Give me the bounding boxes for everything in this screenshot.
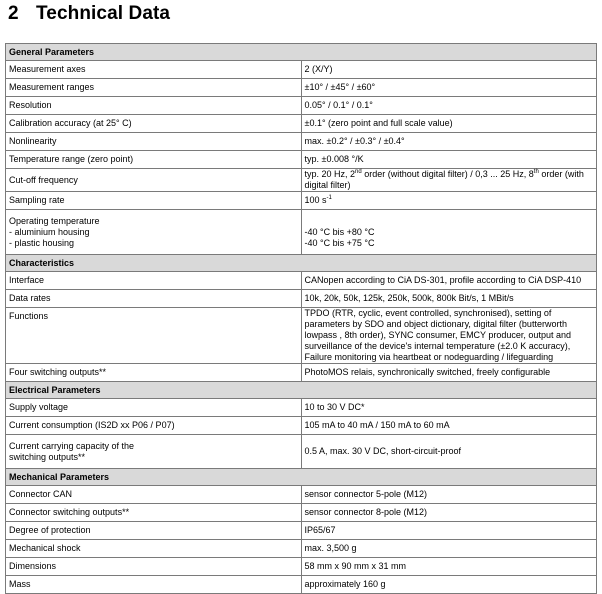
row-label: Measurement axes (6, 61, 302, 79)
group-header-row (6, 469, 597, 486)
value-text: order (without digital filter) / 0,3 ... 25 Hz, 8 (361, 169, 534, 179)
group-title: Mechanical Parameters (6, 469, 597, 486)
row-label: Current carrying capacity of the switching outputs** (6, 435, 302, 469)
table-row (6, 540, 597, 558)
group-title: Characteristics (6, 255, 597, 272)
superscript: nd (355, 169, 362, 175)
row-value: 0.5 A, max. 30 V DC, short-circuit-proof (301, 435, 597, 469)
row-value: max. ±0.2° / ±0.3° / ±0.4° (301, 133, 597, 151)
row-label: Dimensions (6, 558, 302, 576)
table-row (6, 486, 597, 504)
table-row (6, 399, 597, 417)
table-row (6, 558, 597, 576)
table-row (6, 522, 597, 540)
table-row (6, 290, 597, 308)
table-row (6, 79, 597, 97)
table-row (6, 364, 597, 382)
row-label: Functions (6, 308, 302, 364)
row-value: CANopen according to CiA DS-301, profile according to CiA DSP-410 (301, 272, 597, 290)
row-label: Calibration accuracy (at 25° C) (6, 115, 302, 133)
row-label: Interface (6, 272, 302, 290)
group-header-row (6, 255, 597, 272)
row-value (301, 169, 597, 192)
table-row (6, 504, 597, 522)
row-label: Cut-off frequency (6, 169, 302, 192)
table-row (6, 308, 597, 364)
row-label: Supply voltage (6, 399, 302, 417)
row-value: sensor connector 5-pole (M12) (301, 486, 597, 504)
row-value: ±0.1° (zero point and full scale value) (301, 115, 597, 133)
row-label: Data rates (6, 290, 302, 308)
row-value: PhotoMOS relais, synchronically switched, freely configurable (301, 364, 597, 382)
table-row (6, 97, 597, 115)
table-row (6, 61, 597, 79)
table-row (6, 576, 597, 594)
group-title: General Parameters (6, 44, 597, 61)
row-value: IP65/67 (301, 522, 597, 540)
row-value: approximately 160 g (301, 576, 597, 594)
table-row (6, 210, 597, 255)
table-row (6, 169, 597, 192)
row-label: Temperature range (zero point) (6, 151, 302, 169)
row-value (301, 192, 597, 210)
section-title: Technical Data (36, 3, 171, 24)
row-label: Nonlinearity (6, 133, 302, 151)
row-value: max. 3,500 g (301, 540, 597, 558)
table-row (6, 417, 597, 435)
section-number: 2 (8, 3, 19, 24)
value-text: order (with digital filter) (304, 169, 584, 190)
row-label: Mass (6, 576, 302, 594)
superscript: th (533, 169, 539, 175)
table-row (6, 151, 597, 169)
table-row (6, 192, 597, 210)
table-row (6, 133, 597, 151)
row-label: Measurement ranges (6, 79, 302, 97)
row-label: Connector CAN (6, 486, 302, 504)
table-row (6, 272, 597, 290)
row-value: TPDO (RTR, cyclic, event controlled, synchronised), setting of parameters by SDO and object dictionary, digital filter (butterworth lowpass , 8th order), SYNC consumer, EMCY producer, output and surveillance of the device's internal temperature (±2.0 K accuracy), Failure monitoring via heartbeat or nodeguarding / lifeguarding (301, 308, 597, 364)
row-label: Connector switching outputs** (6, 504, 302, 522)
group-header-row (6, 44, 597, 61)
row-label: Four switching outputs** (6, 364, 302, 382)
row-label: Resolution (6, 97, 302, 115)
row-value: sensor connector 8-pole (M12) (301, 504, 597, 522)
table-row (6, 115, 597, 133)
row-value: 10 to 30 V DC* (301, 399, 597, 417)
row-value: ±10° / ±45° / ±60° (301, 79, 597, 97)
row-value: 105 mA to 40 mA / 150 mA to 60 mA (301, 417, 597, 435)
row-label: Operating temperature - aluminium housing - plastic housing (6, 210, 302, 255)
row-value: 2 (X/Y) (301, 61, 597, 79)
row-label: Sampling rate (6, 192, 302, 210)
group-title: Electrical Parameters (6, 382, 597, 399)
section-heading (8, 3, 170, 25)
row-value: typ. ±0.008 °/K (301, 151, 597, 169)
row-label: Current consumption (IS2D xx P06 / P07) (6, 417, 302, 435)
value-text: 100 s (304, 195, 327, 205)
row-label: Degree of protection (6, 522, 302, 540)
row-value: 58 mm x 90 mm x 31 mm (301, 558, 597, 576)
row-value: -40 °C bis +80 °C -40 °C bis +75 °C (301, 210, 597, 255)
table-row (6, 435, 597, 469)
row-value: 10k, 20k, 50k, 125k, 250k, 500k, 800k Bit/s, 1 MBit/s (301, 290, 597, 308)
row-value: 0.05° / 0.1° / 0.1° (301, 97, 597, 115)
technical-data-table (5, 43, 597, 594)
row-label: Mechanical shock (6, 540, 302, 558)
value-text: typ. 20 Hz, 2 (304, 169, 356, 179)
superscript: -1 (326, 195, 332, 201)
group-header-row (6, 382, 597, 399)
